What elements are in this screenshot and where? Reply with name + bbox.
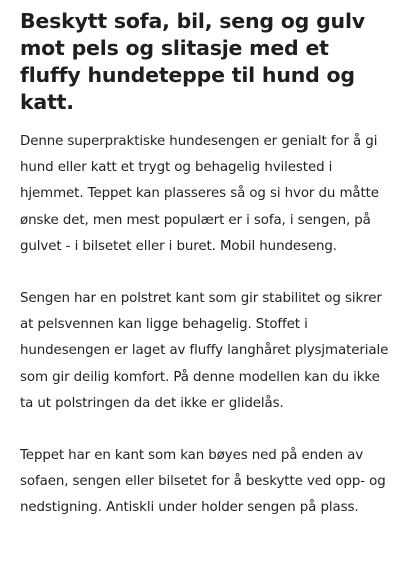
description-paragraph-3: Teppet har en kant som kan bøyes ned på enden av sofaen, sengen eller bilsetet for å beskytte ved opp- og nedstigning. Antiskli under holder sengen på plass. [20, 448, 386, 516]
description-paragraph-1: Denne superpraktiske hundesengen er genialt for å gi hund eller katt et trygt og behagelig hvilested i hjemmet. Teppet kan plasseres så og si hvor du måtte ønske det, men mest populært er i sofa, i sengen, på gulvet - i bilsetet eller i buret. Mobil hundeseng. [20, 134, 379, 254]
description-paragraph-2: Sengen har en polstret kant som gir stabilitet og sikrer at pelsvennen kan ligge behagelig. Stoffet i hundesengen er laget av fluffy langhåret plysjmateriale som gir deilig komfort. På denne modellen kan du ikke ta ut polstringen da det ikke er glidelås. [20, 291, 389, 411]
description-heading: Beskytt sofa, bil, seng og gulv mot pels og slitasje med et fluffy hundeteppe til hund og katt. [20, 9, 365, 114]
product-description [20, 8, 392, 522]
